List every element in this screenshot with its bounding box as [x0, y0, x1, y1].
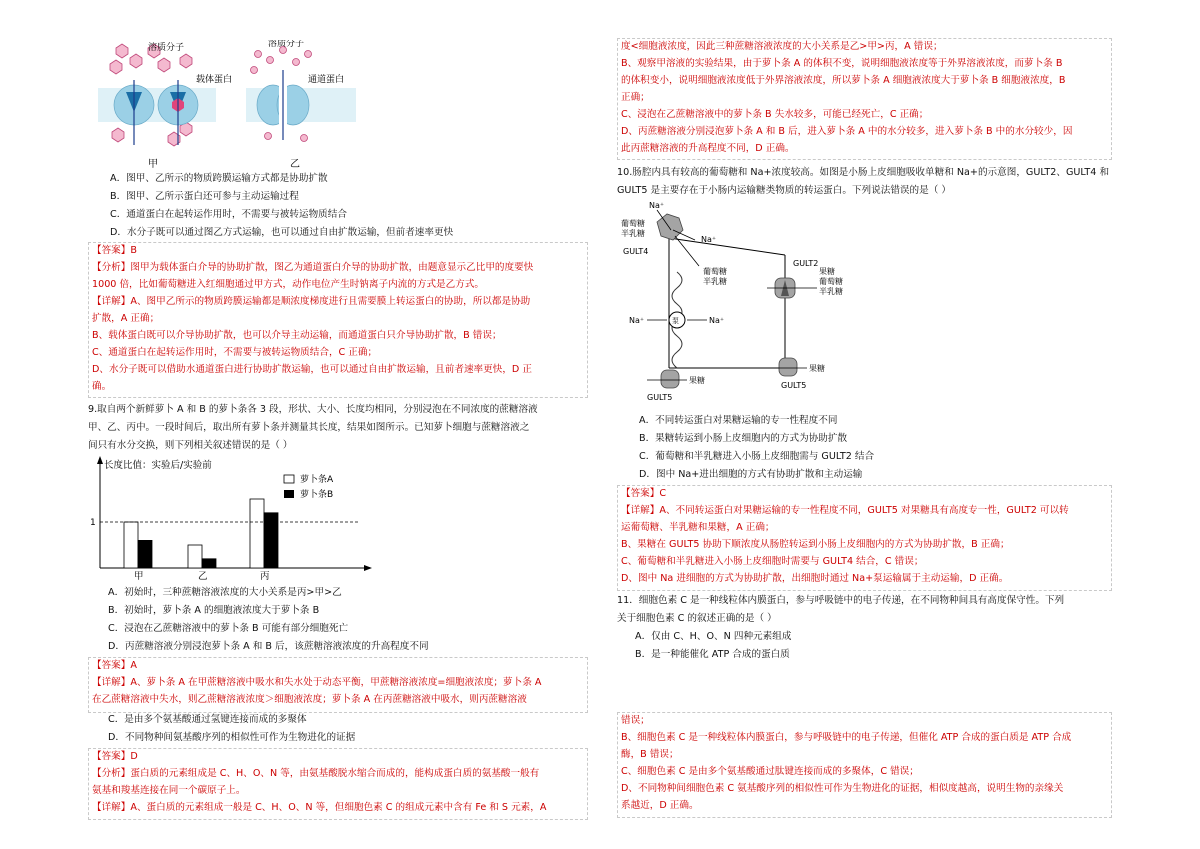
q11-answer-2: 氨基和羧基连接在同一个碳原子上。 [92, 785, 246, 796]
q9-answer-cont-1: B、观察甲溶液的实验结果，由于萝卜条 A 的体积不变，说明细胞液浓度等于外界溶液浓度，而萝卜条 B [621, 58, 1063, 69]
figure-8-membrane-transport [98, 40, 388, 170]
q8-answer-1: 【分析】图甲为载体蛋白介导的协助扩散，图乙为通道蛋白介导的协助扩散，由题意显示乙比甲的度要快 [92, 262, 534, 273]
q11-answer-cont-0: 错误； [621, 715, 650, 726]
fig10-glu-r: 葡萄糖 [819, 277, 843, 286]
q9-option-b: B．初始时，萝卜条 A 的细胞液浓度大于萝卜条 B [108, 605, 320, 616]
q9-option-c: C．浸泡在乙蔗糖溶液中的萝卜条 B 可能有部分细胞死亡 [108, 623, 349, 634]
q10-option-b: B．果糖转运到小肠上皮细胞内的方式为协助扩散 [639, 433, 848, 444]
q11-stem-0: 11．细胞色素 C 是一种线粒体内膜蛋白，参与呼吸链中的电子传递，在不同物种间具有高度保守性。下列 [617, 595, 1065, 606]
fig10-fru-l: 果糖 [689, 376, 705, 385]
fig10-gal-top: 半乳糖 [621, 229, 645, 238]
q8-answer-7: D、水分子既可以借助水通道蛋白进行协助扩散运输，也可以通过自由扩散运输，且前者速率更快，D 正 [92, 364, 532, 375]
fig-label-yi: 乙 [290, 159, 300, 170]
q9-answer-cont-6: 此丙蔗糖溶液的升高程度不同，D 正确。 [621, 143, 795, 154]
fig10-glu-top: 葡萄糖 [621, 219, 645, 228]
q10-option-d: D．图中 Na+进出细胞的方式有协助扩散和主动运输 [639, 469, 863, 480]
q11-answer-0: 【答案】D [92, 751, 138, 762]
gult5-protein-right [779, 358, 797, 376]
q10-stem-1: GULT5 是主要存在于小肠内运输糖类物质的转运蛋白。下列说法错误的是（ ） [617, 185, 951, 196]
bar-b-0 [138, 540, 152, 568]
fig10-gult5-l: GULT5 [647, 393, 673, 402]
q9-option-d: D．丙蔗糖溶液分别浸泡萝卜条 A 和 B 后，该蔗糖溶液浓度的升高程度不同 [108, 641, 429, 652]
solute-label-yi: 溶质分子 [268, 40, 305, 49]
q8-option-d: D．水分子既可以通过图乙方式运输，也可以通过自由扩散运输，但前者速率更快 [110, 227, 454, 238]
reference-line-label: 1 [90, 518, 96, 528]
q10-answer-3: B、果糖在 GULT5 协助下顺浓度从肠腔转运到小肠上皮细胞内的方式为协助扩散，B 正确； [621, 539, 1010, 550]
q10-answer-4: C、葡萄糖和半乳糖进入小肠上皮细胞时需要与 GULT4 结合，C 错误； [621, 556, 924, 567]
x-tick-label-1: 乙 [198, 571, 208, 580]
fig10-na-top: Na⁺ [649, 201, 665, 210]
q11-option-d: D．不同物种间氨基酸序列的相似性可作为生物进化的证据 [108, 732, 356, 743]
gult5-protein-left [661, 370, 679, 388]
x-tick-label-0: 甲 [134, 571, 144, 580]
fig10-gal-mid: 半乳糖 [703, 277, 727, 286]
q10-answer-5: D、图中 Na 进细胞的方式为协助扩散，出细胞时通过 Na+泵运输属于主动运输，D 正确。 [621, 573, 1009, 584]
fig10-fru-r2: 果糖 [809, 364, 825, 373]
q9-answer-cont-2: 的体积变小，说明细胞液浓度低于外界溶液浓度，所以萝卜条 A 细胞液浓度大于萝卜条 B 细胞液浓度，B [621, 75, 1066, 86]
q8-answer-3: 【详解】A、图甲乙所示的物质跨膜运输都是顺浓度梯度进行且需要膜上转运蛋白的协助，所以都是协助 [92, 296, 531, 307]
bar-b-2 [264, 513, 278, 568]
q9-bar-chart [88, 456, 378, 580]
bar-a-1 [188, 545, 202, 568]
q9-answer-2: 在乙蔗糖溶液中失水，则乙蔗糖溶液浓度＞细胞液浓度；萝卜条 A 在丙蔗糖溶液中吸水，则丙蔗糖溶液 [92, 694, 527, 705]
gult4-protein [657, 214, 683, 240]
legend-label-a: 萝卜条A [300, 475, 334, 485]
channel-label: 通道蛋白 [308, 75, 345, 85]
q8-option-a: A．图甲、乙所示的物质跨膜运输方式都是协助扩散 [110, 173, 328, 184]
q10-answer-0: 【答案】C [621, 488, 667, 499]
q9-answer-0: 【答案】A [92, 660, 137, 671]
q10-option-c: C．葡萄糖和半乳糖进入小肠上皮细胞需与 GULT2 结合 [639, 451, 875, 462]
q8-answer-8: 确。 [92, 381, 112, 392]
fig10-na-right: Na⁺ [709, 316, 725, 325]
q11-option-a: A．仅由 C、H、O、N 四种元素组成 [635, 631, 792, 642]
q11-answer-cont-1: B、细胞色素 C 是一种线粒体内膜蛋白，参与呼吸链中的电子传递，但催化 ATP 合成的蛋白质是 ATP 合成 [621, 732, 1072, 743]
q9-stem-0: 9.取自两个新鲜萝卜 A 和 B 的萝卜条各 3 段，形状、大小、长度均相同，分别浸泡在不同浓度的蔗糖溶液 [88, 404, 538, 415]
bar-a-0 [124, 522, 138, 568]
q11-answer-cont-3: C、细胞色素 C 是由多个氨基酸通过肽键连接而成的多聚体，C 错误； [621, 766, 919, 777]
q9-answer-cont-4: C、浸泡在乙蔗糖溶液中的萝卜条 B 失水较多，可能已经死亡，C 正确； [621, 109, 929, 120]
figure-10-intestinal-cell [617, 200, 867, 405]
q9-answer-cont-3: 正确； [621, 92, 650, 103]
q11-option-b: B．是一种能催化 ATP 合成的蛋白质 [635, 649, 790, 660]
q10-stem-0: 10.肠腔内具有较高的葡萄糖和 Na+浓度较高。如图是小肠上皮细胞吸收单糖和 Na+的示意图，GULT2、GULT4 和 [617, 167, 1110, 178]
q11-answer-cont-4: D、不同物种间细胞色素 C 氨基酸序列的相似性可作为生物进化的证据，相似度越高，说明生物的亲缘关 [621, 783, 1064, 794]
q10-answer-2: 运葡萄糖、半乳糖和果糖，A 正确； [621, 522, 775, 533]
fig10-fru-r: 果糖 [819, 267, 835, 276]
q8-answer-2: 1000 倍，比如葡萄糖进入红细胞通过甲方式，动作电位产生时钠离子内流的方式是乙方式。 [92, 279, 485, 290]
fig10-glu-mid: 葡萄糖 [703, 267, 727, 276]
q9-answer-cont-5: D、丙蔗糖溶液分别浸泡萝卜条 A 和 B 后，进入萝卜条 A 中的水分较多，进入萝卜条 B 中的水分较少，因 [621, 126, 1073, 137]
q9-stem-2: 间只有水分交换，则下列相关叙述错误的是（ ） [88, 440, 293, 451]
fig10-gult4: GULT4 [623, 247, 649, 256]
fig10-gal-r: 半乳糖 [819, 287, 843, 296]
q8-answer-5: B、载体蛋白既可以介导协助扩散，也可以介导主动运输，而通道蛋白只介导协助扩散，B 错误； [92, 330, 502, 341]
bar-b-1 [202, 559, 216, 568]
q9-answer-1: 【详解】A、萝卜条 A 在甲蔗糖溶液中吸水和失水处于动态平衡，甲蔗糖溶液浓度=细胞液浓度；萝卜条 A [92, 677, 542, 688]
fig10-na-out: Na⁺ [701, 235, 717, 244]
carrier-label: 载体蛋白 [196, 75, 233, 85]
fig10-pump: 泵 [672, 317, 679, 325]
q11-stem-1: 关于细胞色素 C 的叙述正确的是（ ） [617, 613, 777, 624]
legend-swatch-a [284, 475, 294, 483]
q11-answer-cont-2: 酶，B 错误； [621, 749, 679, 760]
legend-label-b: 萝卜条B [300, 490, 334, 500]
q9-stem-1: 甲、乙、丙中。一段时间后，取出所有萝卜条并测量其长度，结果如图所示。已知萝卜细胞与蔗糖溶液之 [88, 422, 530, 433]
q8-option-b: B．图甲、乙所示蛋白还可参与主动运输过程 [110, 191, 299, 202]
q9-option-a: A．初始时，三种蔗糖溶液浓度的大小关系是丙>甲>乙 [108, 587, 342, 598]
q8-answer-4: 扩散，A 正确； [92, 313, 160, 324]
q9-answer-cont-0: 度<细胞液浓度，因此三种蔗糖溶液浓度的大小关系是乙>甲>丙，A 错误； [621, 41, 943, 52]
legend-swatch-b [284, 490, 294, 498]
fig-label-jia: 甲 [148, 159, 158, 170]
q11-answer-1: 【分析】蛋白质的元素组成是 C、H、O、N 等，由氨基酸脱水缩合而成的，能构成蛋白质的氨基酸一般有 [92, 768, 540, 779]
q11-answer-3: 【详解】A、蛋白质的元素组成一般是 C、H、O、N 等，但细胞色素 C 的组成元素中含有 Fe 和 S 元素，A [92, 802, 547, 813]
bar-a-2 [250, 499, 264, 568]
q10-answer-1: 【详解】A、不同转运蛋白对果糖运输的专一性程度不同，GULT5 对果糖具有高度专一性，GULT2 可以转 [621, 505, 1069, 516]
q8-option-c: C．通道蛋白在起转运作用时，不需要与被转运物质结合 [110, 209, 347, 220]
q11-option-c: C．是由多个氨基酸通过氢键连接而成的多聚体 [108, 714, 307, 725]
q8-answer-6: C、通道蛋白在起转运作用时，不需要与被转运物质结合，C 正确； [92, 347, 378, 358]
chart-title: 长度比值：实验后/实验前 [104, 460, 212, 471]
x-tick-label-2: 丙 [260, 571, 270, 580]
q11-answer-cont-5: 系越近，D 正确。 [621, 800, 699, 811]
fig10-gult2: GULT2 [793, 259, 819, 268]
fig10-na-left: Na⁺ [629, 316, 645, 325]
solute-label-jia: 溶质分子 [148, 43, 185, 53]
q10-option-a: A．不同转运蛋白对果糖运输的专一性程度不同 [639, 415, 838, 426]
fig10-gult5-r: GULT5 [781, 381, 807, 390]
q8-answer-0: 【答案】B [92, 245, 137, 256]
